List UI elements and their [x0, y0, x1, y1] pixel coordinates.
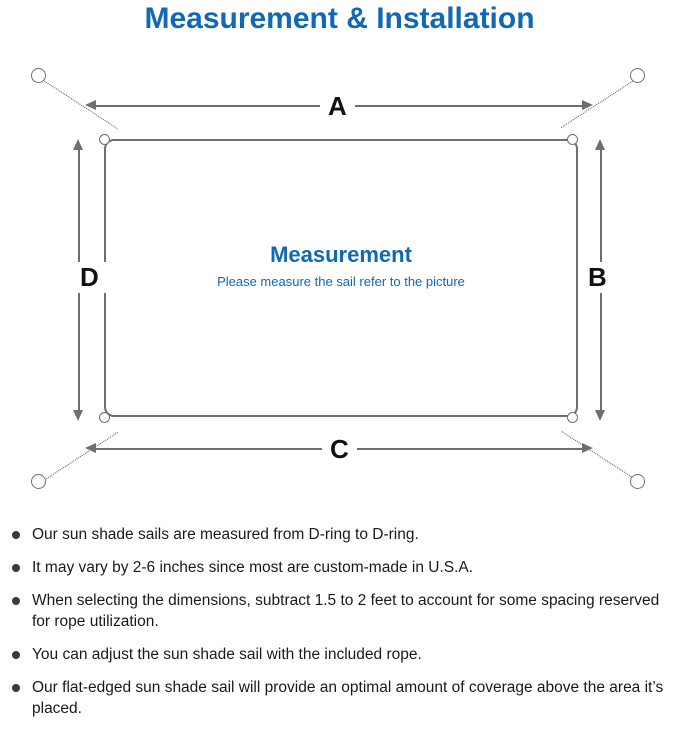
list-item — [0, 557, 679, 578]
anchor-point-top-right — [630, 68, 645, 83]
rope-bottom-right — [562, 431, 638, 481]
list-item — [0, 590, 679, 632]
anchor-point-bottom-left — [31, 474, 46, 489]
rope-bottom-left — [42, 432, 118, 482]
note-text: It may vary by 2-6 inches since most are custom-made in U.S.A. — [32, 559, 474, 576]
note-text: Our flat-edged sun shade sail will provide an optimal amount of coverage above the area it’s placed. — [32, 679, 664, 717]
list-item — [0, 644, 679, 665]
anchor-point-bottom-right — [630, 474, 645, 489]
notes-list — [0, 524, 679, 731]
bullet-icon — [12, 597, 20, 605]
sail-center-label: Measurement — [270, 242, 412, 267]
dimension-label-b: B — [580, 262, 615, 293]
dimension-label-c: C — [322, 434, 357, 465]
arrowhead-a-left — [85, 100, 96, 110]
d-ring-top-left — [99, 134, 110, 145]
arrowhead-c-right — [582, 443, 593, 453]
dimension-label-d: D — [72, 262, 107, 293]
bullet-icon — [12, 564, 20, 572]
measurement-diagram — [0, 46, 679, 516]
rope-top-right — [561, 78, 637, 128]
bullet-icon — [12, 684, 20, 692]
bullet-icon — [12, 651, 20, 659]
note-text: When selecting the dimensions, subtract 1.5 to 2 feet to account for some spacing reserved for rope utilization. — [32, 592, 660, 630]
d-ring-bottom-left — [99, 412, 110, 423]
anchor-point-top-left — [31, 68, 46, 83]
arrowhead-b-bottom — [595, 410, 605, 421]
note-text: Our sun shade sails are measured from D-ring to D-ring. — [32, 526, 419, 543]
arrowhead-d-bottom — [73, 410, 83, 421]
d-ring-top-right — [567, 134, 578, 145]
list-item — [0, 677, 679, 719]
rope-top-left — [41, 79, 117, 129]
arrowhead-a-right — [582, 100, 593, 110]
d-ring-bottom-right — [567, 412, 578, 423]
arrowhead-b-top — [595, 139, 605, 150]
arrowhead-c-left — [85, 443, 96, 453]
list-item — [0, 524, 679, 545]
sail-center-sublabel: Please measure the sail refer to the picture — [217, 274, 465, 289]
page-title: Measurement & Installation — [144, 2, 535, 35]
bullet-icon — [12, 531, 20, 539]
dimension-label-a: A — [320, 91, 355, 122]
note-text: You can adjust the sun shade sail with the included rope. — [32, 646, 422, 663]
arrowhead-d-top — [73, 139, 83, 150]
